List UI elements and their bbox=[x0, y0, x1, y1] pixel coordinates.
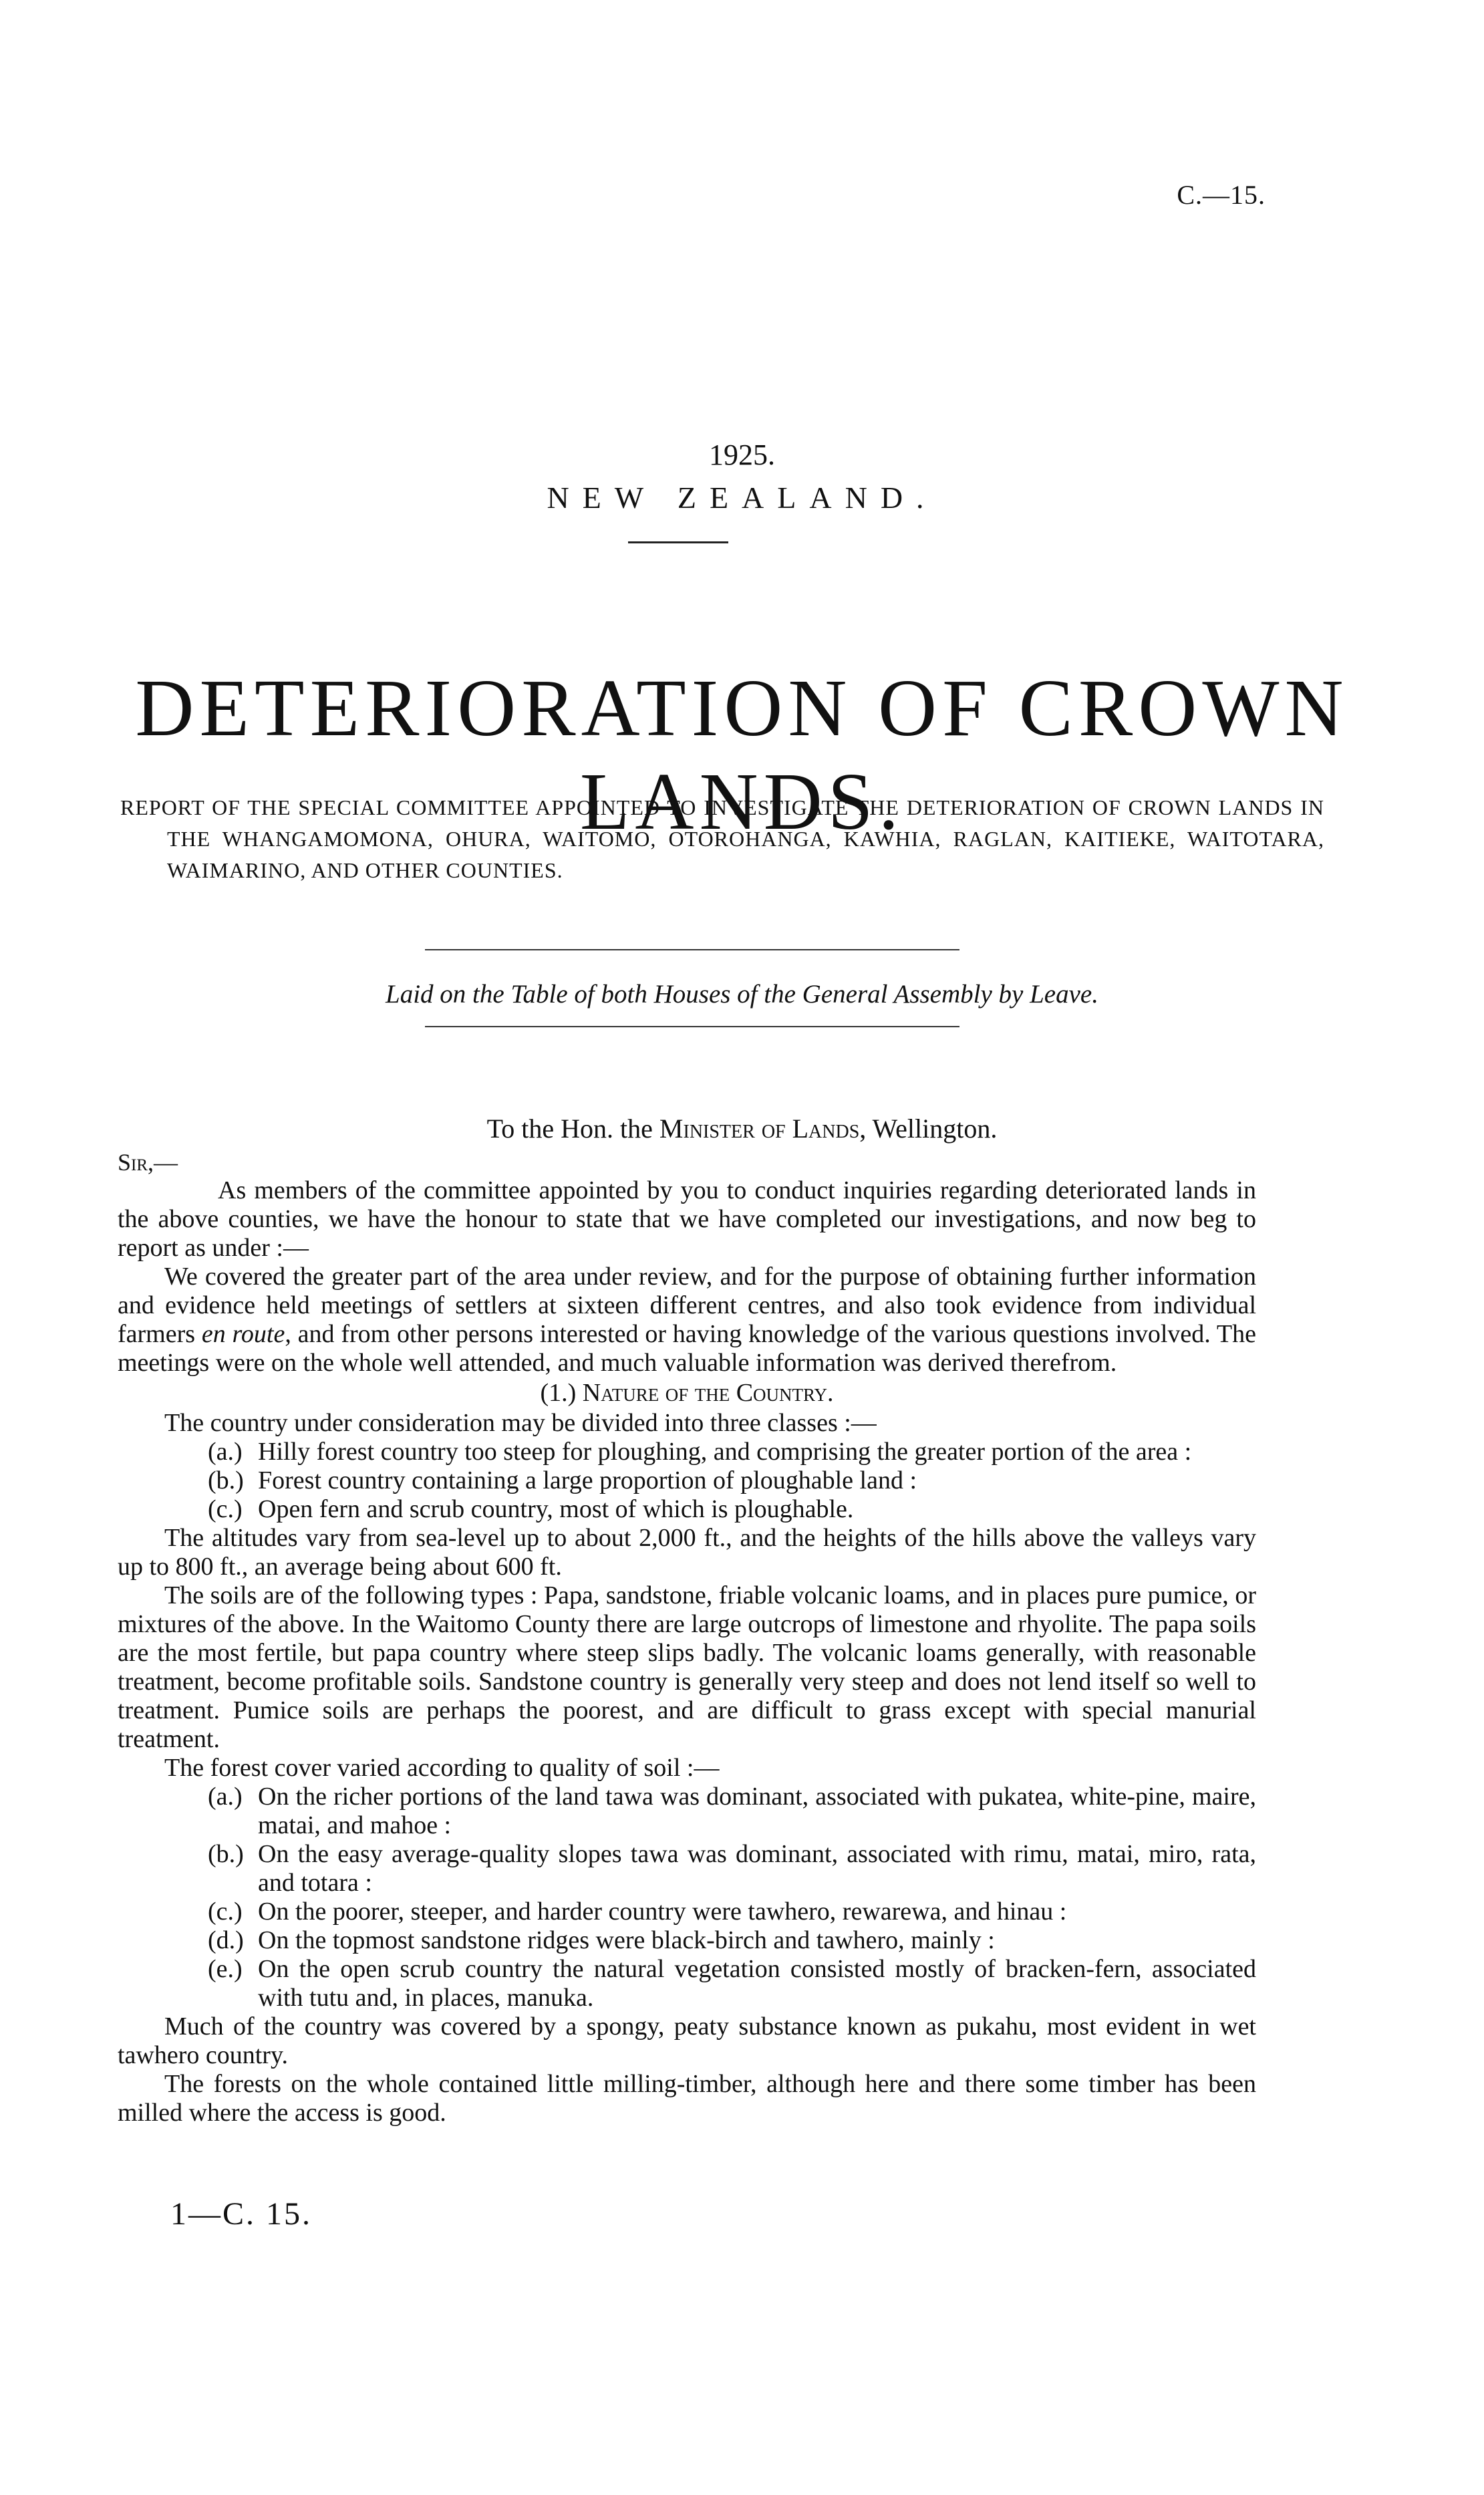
addressee-suffix: , Wellington. bbox=[859, 1113, 998, 1144]
paragraph-italic: en route bbox=[201, 1320, 285, 1348]
paragraph: Much of the country was covered by a spongy, peaty substance known as pukahu, most evident in wet tawhero country. bbox=[118, 2012, 1256, 2069]
list-item bbox=[118, 1438, 1256, 1466]
item-label: (b.) bbox=[208, 1840, 244, 1868]
addressee-prefix: To the Hon. the bbox=[486, 1113, 659, 1144]
document-reference: C.—15. bbox=[1177, 180, 1266, 210]
list-item bbox=[118, 1897, 1256, 1926]
addressee bbox=[0, 1113, 1484, 1144]
section-number: (1.) bbox=[540, 1379, 583, 1407]
paragraph: The forests on the whole contained little milling-timber, although here and there some timber has been milled where the access is good. bbox=[118, 2070, 1256, 2127]
item-text: On the open scrub country the natural vegetation consisted mostly of bracken-fern, associated with tutu and, in places, manuka. bbox=[258, 1955, 1256, 2012]
item-text: On the easy average-quality slopes tawa was dominant, associated with rimu, matai, miro, rata, and totara : bbox=[258, 1840, 1256, 1897]
paragraph-text: We covered the greater part of the area under review, and for the purpose of obtaining further information and evidence held meetings of settlers at sixteen different centres, and also took evidence from individual farmers bbox=[118, 1263, 1256, 1348]
letter-body bbox=[118, 1176, 1256, 2127]
paragraph: The soils are of the following types : Papa, sandstone, friable volcanic loams, and in places pure pumice, or mixtures of the above. In the Waitomo County there are large outcrops of limestone and rhyolite. The papa soils are the most fertile, but papa country where steep slips badly. The volcanic loams generally, with reasonable treatment, become profitable soils. Sandstone country is generally very steep and does not lend itself so well to treatment. Pumice soils are perhaps the poorest, and are difficult to grass except with special manurial treatment. bbox=[118, 1581, 1256, 1753]
section-heading bbox=[118, 1379, 1256, 1408]
addressee-title: Minister of Lands bbox=[659, 1113, 860, 1144]
item-label: (c.) bbox=[208, 1897, 243, 1926]
list-item bbox=[118, 1840, 1256, 1897]
paragraph-text: , and from other persons interested or having knowledge of the various questions involved. The meetings were on the whole well attended, and much valuable information was derived therefrom. bbox=[118, 1320, 1256, 1377]
list-item bbox=[118, 1783, 1256, 1840]
page-title: DETERIORATION OF CROWN LANDS. bbox=[135, 663, 1349, 847]
item-label: (e.) bbox=[208, 1955, 243, 1983]
divider bbox=[628, 541, 728, 543]
list-item bbox=[118, 1495, 1256, 1524]
divider bbox=[425, 949, 959, 950]
item-text: On the poorer, steeper, and harder country were tawhero, rewarewa, and hinau : bbox=[258, 1897, 1067, 1926]
divider bbox=[425, 1026, 959, 1027]
page-footer: 1—C. 15. bbox=[170, 2196, 313, 2232]
item-label: (b.) bbox=[208, 1466, 244, 1494]
item-text: On the richer portions of the land tawa was dominant, associated with pukatea, white-pine, maire, matai, and mahoe : bbox=[258, 1783, 1256, 1839]
item-text: Forest country containing a large proportion of ploughable land : bbox=[258, 1466, 917, 1494]
item-text: Open fern and scrub country, most of which is ploughable. bbox=[258, 1495, 854, 1523]
item-label: (c.) bbox=[208, 1495, 243, 1523]
paragraph: The country under consideration may be divided into three classes :— bbox=[164, 1409, 877, 1437]
year: 1925. bbox=[709, 438, 775, 471]
paragraph: The altitudes vary from sea-level up to about 2,000 ft., and the heights of the hills above the valleys vary up to 800 ft., an average being about 600 ft. bbox=[118, 1524, 1256, 1581]
report-subtitle: REPORT OF THE SPECIAL COMMITTEE APPOINTED TO INVESTIGATE THE DETERIORATION OF CROWN LANDS IN THE WHANGAMOMONA, OHURA, WAITOMO, OTOROHANGA, KAWHIA, RAGLAN, KAITIEKE, WAITOTARA, WAIMARINO, AND OTHER COUNTIES. bbox=[120, 795, 1324, 882]
item-label: (d.) bbox=[208, 1926, 244, 1954]
country-heading: NEW ZEALAND. bbox=[547, 481, 937, 515]
paragraph: The forest cover varied according to quality of soil :— bbox=[164, 1754, 720, 1782]
list-item bbox=[118, 1926, 1256, 1955]
list-item bbox=[118, 1955, 1256, 2012]
laid-on-table-note: Laid on the Table of both Houses of the General Assembly by Leave. bbox=[386, 980, 1098, 1009]
paragraph: As members of the committee appointed by you to conduct inquiries regarding deteriorated lands in the above counties, we have the honour to state that we have completed our investigations, and now beg to report as under :— bbox=[118, 1176, 1256, 1262]
list-item bbox=[118, 1466, 1256, 1495]
item-text: On the topmost sandstone ridges were black-birch and tawhero, mainly : bbox=[258, 1926, 995, 1954]
item-label: (a.) bbox=[208, 1438, 243, 1466]
paragraph bbox=[118, 1263, 1256, 1377]
salutation: Sir,— bbox=[118, 1149, 178, 1176]
item-label: (a.) bbox=[208, 1783, 243, 1811]
item-text: Hilly forest country too steep for ploughing, and comprising the greater portion of the area : bbox=[258, 1438, 1192, 1466]
section-title: Nature of the Country. bbox=[582, 1379, 834, 1407]
